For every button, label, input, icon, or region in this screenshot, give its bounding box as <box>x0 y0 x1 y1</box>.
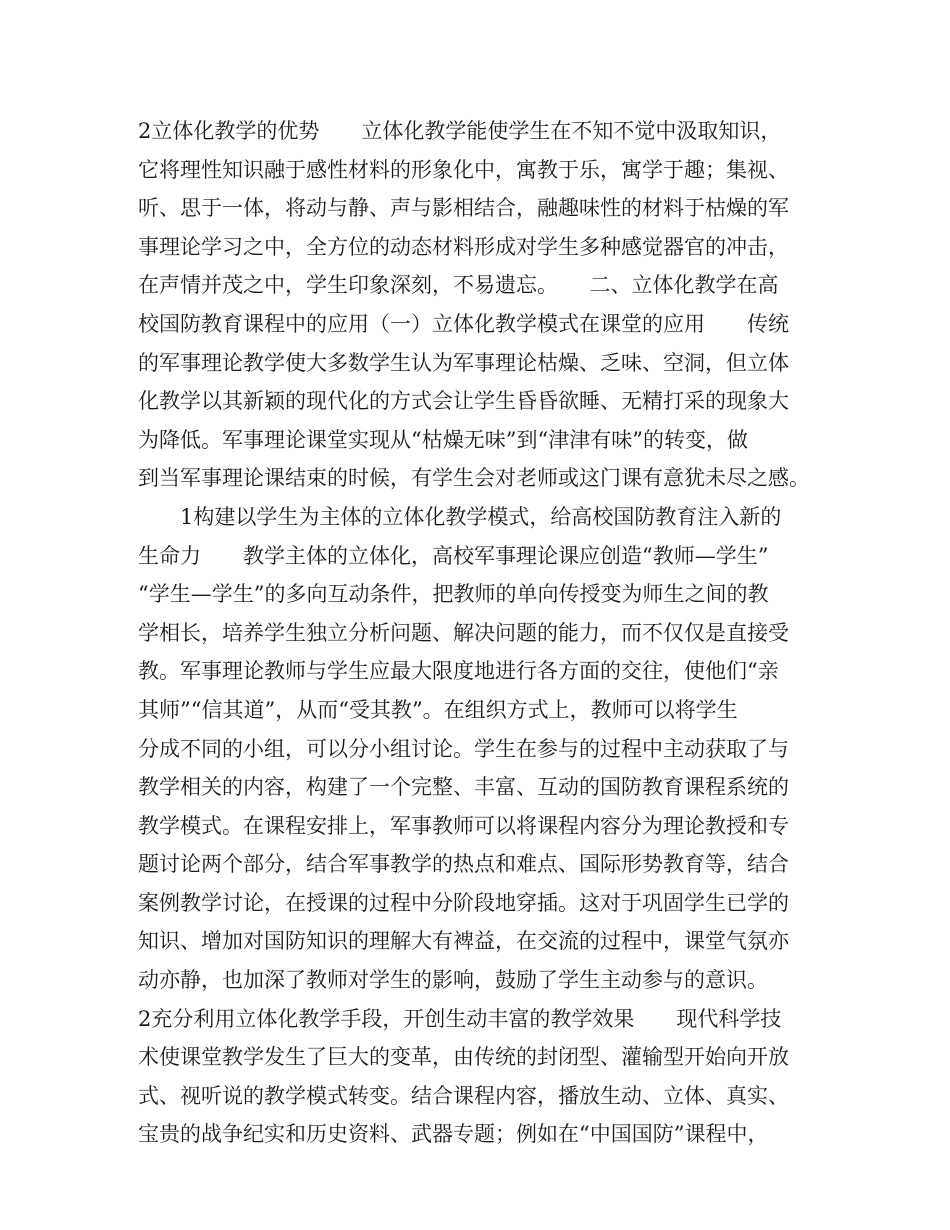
text-line: 教。军事理论教师与学生应最大限度地进行各方面的交往，使他们“亲 <box>138 659 779 684</box>
text-line: 题讨论两个部分，结合军事教学的热点和难点、国际形势教育等，结合 <box>138 852 789 877</box>
text-line: 的军事理论教学使大多数学生认为军事理论枯燥、乏味、空洞，但立体 <box>138 350 789 375</box>
text-line: 术使课堂教学发生了巨大的变革，由传统的封闭型、灌输型开始向开放 <box>138 1045 789 1070</box>
text-line: 为降低。军事理论课堂实现从“枯燥无味”到“津津有味”的转变，做 <box>138 427 748 452</box>
text-line: 它将理性知识融于感性材料的形象化中，寓教于乐，寓学于趣；集视、 <box>138 157 789 182</box>
text-line: 化教学以其新颖的现代化的方式会让学生昏昏欲睡、无精打采的现象大 <box>138 389 789 414</box>
text-line: 校国防教育课程中的应用（一）立体化教学模式在课堂的应用 传统 <box>138 311 789 336</box>
text-line: 其师”“信其道”，从而“受其教”。在组织方式上，教师可以将学生 <box>138 697 738 722</box>
text-line: 2立体化教学的优势 立体化教学能使学生在不知不觉中汲取知识， <box>138 119 782 143</box>
text-line: “学生—学生”的多向互动条件，把教师的单向传授变为师生之间的教 <box>138 582 769 607</box>
text-line: 学相长，培养学生独立分析问题、解决问题的能力，而不仅仅是直接受 <box>138 620 789 645</box>
text-line: 在声情并茂之中，学生印象深刻，不易遗忘。 二、立体化教学在高 <box>138 273 779 298</box>
text-line: 到当军事理论课结束的时候，有学生会对老师或这门课有意犹未尽之感。 <box>138 466 810 491</box>
text-line: 教学模式。在课程安排上，军事教师可以将课程内容分为理论教授和专 <box>138 813 789 838</box>
body-text <box>138 112 828 1154</box>
text-line: 1构建以学生为主体的立体化教学模式，给高校国防教育注入新的 <box>138 504 782 529</box>
text-line: 生命力 教学主体的立体化，高校军事理论课应创造“教师—学生” <box>138 543 769 568</box>
text-line: 听、思于一体，将动与静、声与影相结合，融趣味性的材料于枯燥的军 <box>138 196 789 221</box>
text-line: 宝贵的战争纪实和历史资料、武器专题；例如在“中国国防”课程中， <box>138 1122 769 1147</box>
text-line: 知识、增加对国防知识的理解大有裨益，在交流的过程中，课堂气氛亦 <box>138 929 789 954</box>
text-line: 事理论学习之中，全方位的动态材料形成对学生多种感觉器官的冲击， <box>138 234 789 259</box>
text-line: 2充分利用立体化教学手段，开创生动丰富的教学效果 现代科学技 <box>138 1006 782 1031</box>
text-line: 教学相关的内容，构建了一个完整、丰富、互动的国防教育课程系统的 <box>138 775 789 800</box>
text-line: 动亦静，也加深了教师对学生的影响，鼓励了学生主动参与的意识。 <box>138 968 768 993</box>
text-line: 分成不同的小组，可以分小组讨论。学生在参与的过程中主动获取了与 <box>138 736 789 761</box>
text-line: 案例教学讨论，在授课的过程中分阶段地穿插。这对于巩固学生已学的 <box>138 890 789 915</box>
text-line: 式、视听说的教学模式转变。结合课程内容，播放生动、立体、真实、 <box>138 1083 789 1108</box>
